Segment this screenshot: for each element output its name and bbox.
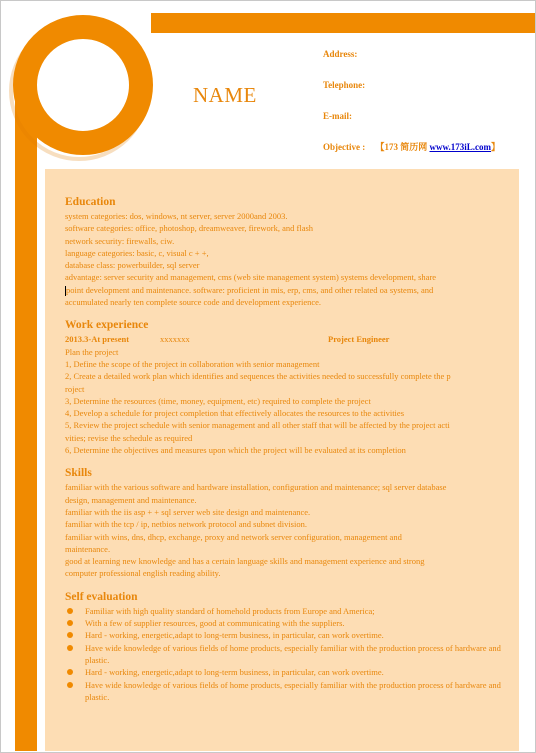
job-header xyxy=(65,333,509,345)
work-section xyxy=(65,318,509,456)
education-line[interactable]: database class: powerbuilder, sql server xyxy=(65,260,200,271)
work-line[interactable]: 5, Review the project schedule with senior management and all other staff that will be affected by the project acti xyxy=(65,420,450,431)
work-title[interactable]: Work experience xyxy=(65,319,149,332)
objective-close: 】 xyxy=(491,142,501,152)
objective-label[interactable]: Objective : xyxy=(323,142,366,152)
left-decor-bar xyxy=(15,101,37,751)
skills-line[interactable]: familiar with the various software and hardware installation, configuration and maintenance; sql server database xyxy=(65,482,447,493)
content-panel xyxy=(45,169,519,751)
skills-line[interactable]: maintenance. xyxy=(65,543,111,554)
education-line[interactable]: network security: firewalls, ciw. xyxy=(65,235,175,246)
skills-line[interactable]: design, management and maintenance. xyxy=(65,494,197,505)
work-line[interactable]: 6, Determine the objectives and measures upon which the project will be evaluated at its completion xyxy=(65,445,406,456)
skills-section xyxy=(65,466,509,579)
work-line[interactable]: 2, Create a detailed work plan which identifies and sequences the activities needed to successfully complete the p xyxy=(65,371,451,382)
job-position[interactable]: Project Engineer xyxy=(328,334,390,345)
list-item[interactable]: With a few of supplier resources, good at communicating with the suppliers. xyxy=(65,617,509,629)
skills-line[interactable]: computer professional english reading ability. xyxy=(65,568,221,579)
resume-name[interactable]: NAME xyxy=(193,83,257,107)
skills-line[interactable]: familiar with the tcp / ip, netbios network protocol and subnet division. xyxy=(65,519,307,530)
work-line[interactable]: Plan the project xyxy=(65,346,119,357)
self-evaluation-section xyxy=(65,590,509,703)
contact-block xyxy=(323,47,500,171)
education-line[interactable]: system categories: dos, windows, nt server, server 2000and 2003. xyxy=(65,211,288,221)
work-line[interactable]: roject xyxy=(65,383,85,394)
work-line[interactable]: vities; revise the schedule as required xyxy=(65,432,193,443)
objective-site: 【173 简历网 xyxy=(375,142,428,152)
skills-line[interactable]: familiar with the iis asp + + sql server web site design and maintenance. xyxy=(65,506,311,517)
self-evaluation-title[interactable]: Self evaluation xyxy=(65,590,138,603)
education-section xyxy=(65,195,509,308)
telephone-label[interactable]: Telephone: xyxy=(323,80,366,90)
address-label[interactable]: Address: xyxy=(323,49,358,59)
ring-decor xyxy=(13,15,153,155)
work-line[interactable]: 4, Develop a schedule for project completion that effectively allocates the resources to the activities xyxy=(65,408,405,419)
education-title[interactable]: Education xyxy=(65,196,116,208)
objective-row xyxy=(323,140,500,171)
list-item[interactable]: Have wide knowledge of various fields of home products, especially familiar with the production process of hardware and plastic. xyxy=(65,679,509,704)
work-line[interactable]: 1, Define the scope of the project in collaboration with senior management xyxy=(65,358,320,369)
list-item[interactable]: Hard - working, energetic,adapt to long-term business, in particular, can work overtime. xyxy=(65,629,509,641)
job-company[interactable]: xxxxxxx xyxy=(160,334,190,345)
education-line-text: point development and maintenance. software: proficient in mis, erp, cms, and other related oa systems, and xyxy=(66,284,434,295)
self-evaluation-list xyxy=(65,605,509,703)
education-line[interactable]: advantage: server security and management, cms (web site management system) systems development, share xyxy=(65,272,437,283)
top-decor-bar xyxy=(151,13,536,33)
work-line[interactable]: 3, Determine the resources (time, money, equipment, etc) required to complete the project xyxy=(65,395,371,406)
list-item[interactable]: Have wide knowledge of various fields of home products, especially familiar with the production process of hardware and plastic. xyxy=(65,642,509,667)
education-line[interactable]: software categories: office, photoshop, dreamweaver, firework, and flash xyxy=(65,223,314,234)
list-item[interactable]: Hard - working, energetic,adapt to long-term business, in particular, can work overtime. xyxy=(65,666,509,678)
skills-line[interactable]: familiar with wins, dns, dhcp, exchange, proxy and network server configuration, management and xyxy=(65,531,402,542)
objective-link[interactable]: www.173iL.com xyxy=(429,142,491,152)
education-line[interactable] xyxy=(65,284,509,296)
education-line[interactable]: accumulated nearly ten complete source code and development experience. xyxy=(65,297,322,308)
list-item[interactable]: Familiar with high quality standard of homehold products from Europe and America; xyxy=(65,605,509,617)
job-period[interactable]: 2013.3-At present xyxy=(65,334,130,345)
education-line[interactable]: language categories: basic, c, visual c + +, xyxy=(65,247,209,258)
skills-line[interactable]: good at learning new knowledge and has a certain language skills and management experience and strong xyxy=(65,556,425,567)
skills-title[interactable]: Skills xyxy=(65,467,92,480)
email-label[interactable]: E-mail: xyxy=(323,111,352,121)
